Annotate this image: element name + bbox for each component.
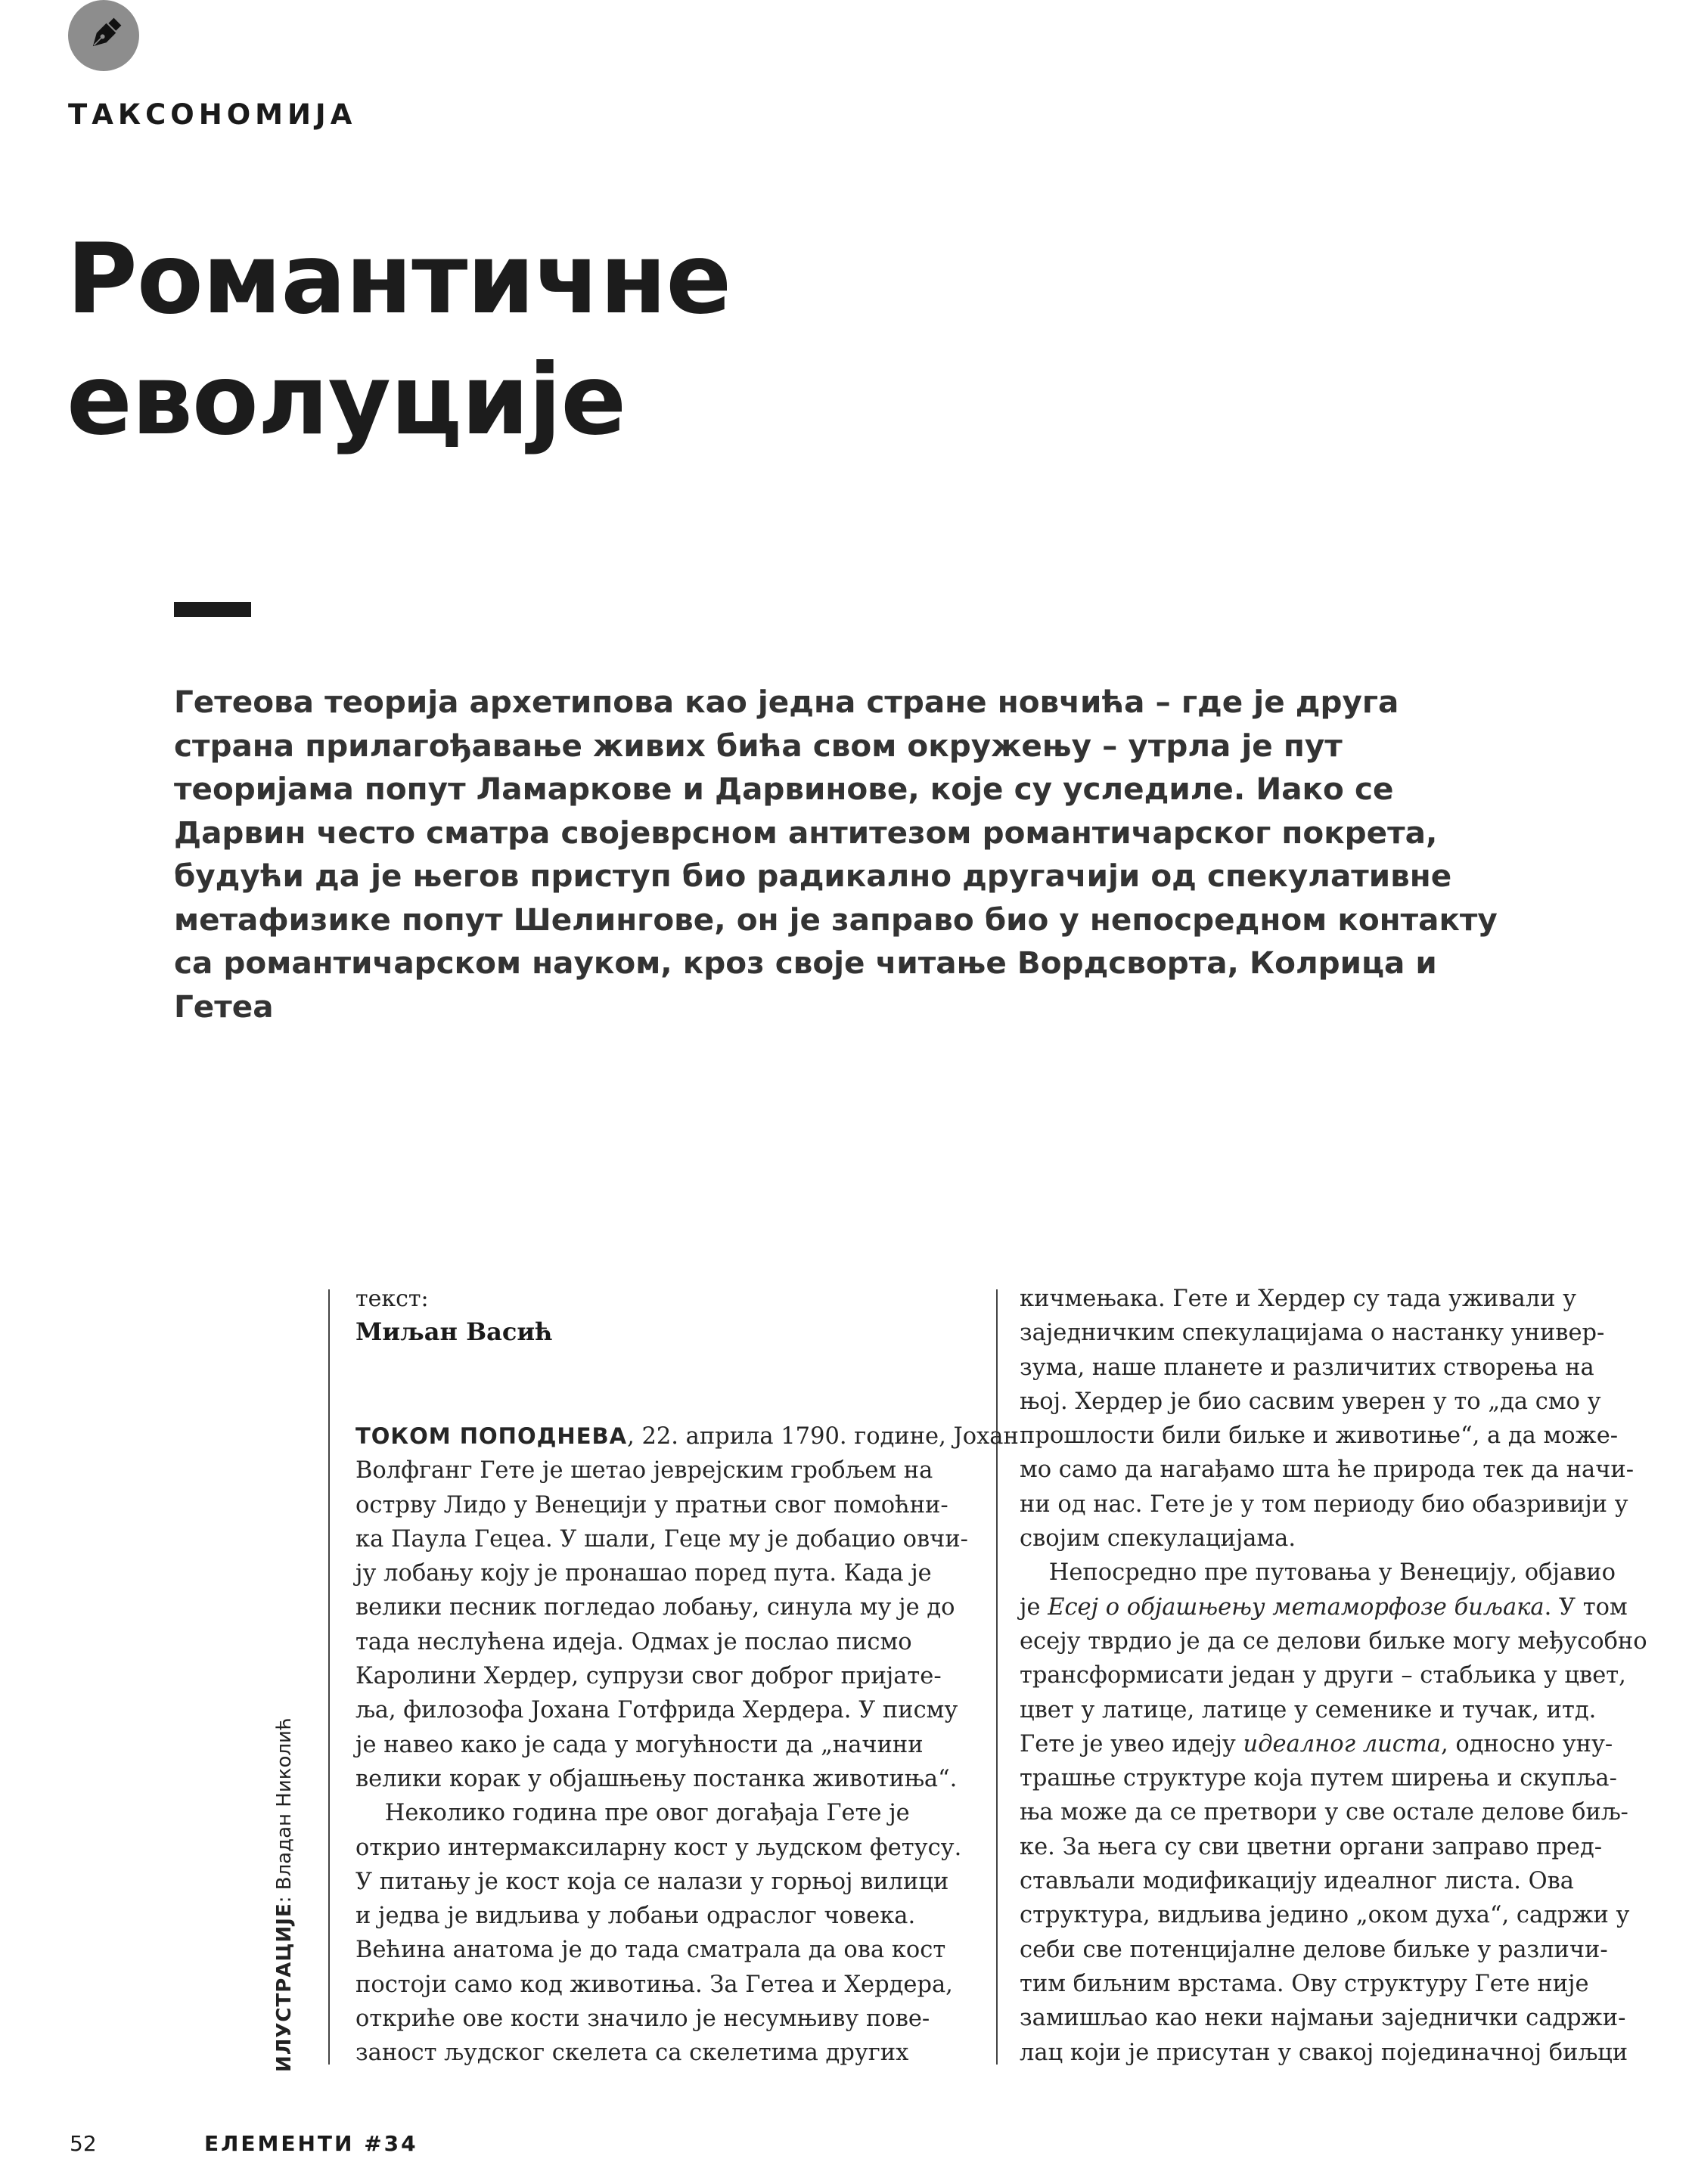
body-line [1020, 1522, 1647, 1556]
pen-nib-icon [68, 0, 139, 71]
lead-paragraph: Гетеова теорија архетипова као једна стране новчића – где је друга страна прилагођавање живих бића свом окружењу – утрла је пут теоријама попут Ламаркове и Дарвинове, које су уследиле. Иако се Дарвин често сматра својеврсном антитезом романтичарског покрета, будући да је његов приступ био радикално другачији од спекулативне метафизике попут Шелингове, он је заправо био у непосредном контакту са романтичарском науком, кроз своје читање Вордсворта, Колрица и Гетеа [174, 684, 1498, 1025]
body-line [1020, 2036, 1647, 2070]
body-line [1020, 1727, 1647, 1761]
body-text: трашње структуре која путем ширења и скупља- [1020, 1765, 1617, 1792]
body-text: открио интермаксиларну кост у људском фетусу. [355, 1834, 962, 1861]
illustration-credit-label: ИЛУСТРАЦИЈЕ [273, 1903, 296, 2072]
section-label: ТАКСОНОМИЈА [68, 98, 357, 131]
body-text: стављали модификацију идеалног листа. Ова [1020, 1868, 1574, 1895]
body-line [355, 1419, 1019, 1453]
page-number: 52 [70, 2131, 97, 2156]
body-line [1020, 1830, 1647, 1864]
body-text: својим спекулацијама. [1020, 1525, 1296, 1553]
body-text: ља, филозофа Јохана Готфрида Хердера. У писму [355, 1697, 958, 1724]
body-text: лац који је присутан у свакој појединачној биљци [1020, 2039, 1628, 2066]
body-text: трансформисати један у други – стабљика у цвет, [1020, 1662, 1626, 1689]
magazine-issue: ЕЛЕМЕНТИ #34 [204, 2131, 418, 2156]
body-line [1020, 1385, 1647, 1419]
body-line [1020, 1658, 1647, 1692]
body-line [355, 1831, 1019, 1865]
body-line [1020, 1898, 1647, 1932]
body-column-1 [355, 1419, 1019, 2071]
lead-dash [174, 602, 251, 617]
body-line [355, 2036, 1019, 2070]
body-line [355, 1968, 1019, 2002]
italic-title: идеалног листа [1243, 1730, 1441, 1757]
body-line [355, 1728, 1019, 1762]
body-text: ју лобању коју је пронашао поред пута. Када је [355, 1560, 932, 1587]
body-text: постоји само код животиња. За Гетеа и Хердера, [355, 1971, 953, 1998]
body-text: заност људског скелета са скелетима других [355, 2040, 909, 2067]
body-line [1020, 1488, 1647, 1522]
body-line [1020, 2001, 1647, 2035]
body-text: велики песник погледао лобању, синула му је до [355, 1594, 955, 1621]
body-line [355, 1865, 1019, 1899]
body-text: тим биљним врстама. Ову структуру Гете није [1020, 1970, 1589, 1997]
body-line [355, 2002, 1019, 2036]
body-text: ке. За њега су сви цветни органи заправо пред- [1020, 1833, 1603, 1860]
body-line [1020, 1282, 1647, 1316]
body-text: цвет у латице, латице у семенике и тучак, итд. [1020, 1696, 1597, 1723]
body-line [355, 1659, 1019, 1693]
body-text: ни од нас. Гете је у том периоду био обазривији у [1020, 1491, 1628, 1518]
body-text: структура, видљива једино „оком духа“, садржи у [1020, 1902, 1630, 1929]
body-text: острву Лидо у Венецији у пратњи свог помоћни- [355, 1491, 948, 1519]
body-line [355, 1693, 1019, 1727]
body-text: велики корак у објашњењу постанка животиња“. [355, 1765, 958, 1792]
body-line [1020, 1590, 1647, 1624]
body-text: Неколико година пре овог догађаја Гете је [355, 1800, 910, 1827]
body-text: је [1020, 1593, 1048, 1621]
body-text: есеју тврдио је да се делови биљке могу међусобно [1020, 1627, 1647, 1655]
body-line [355, 1899, 1019, 1933]
body-text: прошлости били биљке и животиње“, а да може- [1020, 1422, 1619, 1450]
body-text: кичмењака. Гете и Хердер су тада уживали у [1020, 1286, 1577, 1312]
body-text: њој. Хердер је био сасвим уверен у то „да смо у [1020, 1388, 1601, 1415]
article-title [67, 219, 1125, 461]
body-line [355, 1556, 1019, 1590]
body-line [1020, 1693, 1647, 1727]
author-name: Миљан Васић [355, 1317, 553, 1346]
body-line [355, 1796, 1019, 1830]
body-text: , 22. априла 1790. године, Јохан [627, 1423, 1019, 1450]
body-text: је навео како је сада у могућности да „начини [355, 1731, 924, 1758]
body-text: себи све потенцијалне делове биљке у различи- [1020, 1936, 1608, 1963]
illustrator-name: Владан Николић [273, 1717, 296, 1891]
illustration-credit-separator: : [273, 1890, 296, 1903]
body-text: Гете је увео идеју [1020, 1730, 1243, 1757]
body-line [1020, 1624, 1647, 1658]
body-text: заједничким спекулацијама о настанку универ- [1020, 1320, 1605, 1347]
body-text: мо само да нагађамо шта ће природа тек да начи- [1020, 1457, 1635, 1484]
italic-title: Есеј о објашњењу метаморфозе биљака [1048, 1593, 1545, 1621]
body-text: Непосредно пре путовања у Венецију, објавио [1020, 1559, 1616, 1587]
illustration-credit [268, 1694, 301, 2072]
body-text: ка Паула Гецеа. У шали, Геце му је добацио овчи- [355, 1525, 968, 1553]
body-line [1020, 1967, 1647, 2001]
body-line [355, 1933, 1019, 1967]
body-line [355, 1590, 1019, 1624]
body-line [355, 1625, 1019, 1659]
body-line [355, 1488, 1019, 1522]
title-line-2: еволуције [67, 344, 626, 457]
body-text: Већина анатома је до тада сматрала да ова кост [355, 1937, 946, 1964]
title-line-1: Романтичне [67, 223, 731, 336]
body-line [1020, 1933, 1647, 1967]
body-text: тада неслућена идеја. Одмах је послао писмо [355, 1628, 912, 1655]
body-text: У питању је кост која се налази у горњој вилици [355, 1868, 949, 1895]
body-text: и једва је видљива у лобањи одраслог човека. [355, 1903, 916, 1930]
body-text: , односно уну- [1441, 1730, 1613, 1757]
body-text: зума, наше планете и различитих створења на [1020, 1354, 1594, 1381]
body-text: Волфганг Гете је шетао јеврејским гробљем на [355, 1457, 933, 1484]
body-line [355, 1762, 1019, 1796]
body-line [1020, 1351, 1647, 1385]
run-in-heading: ТОКОМ ПОПОДНЕВА [355, 1423, 628, 1449]
body-line [1020, 1316, 1647, 1350]
body-line [1020, 1453, 1647, 1487]
body-text: откриће ове кости значило је несумњиву пове- [355, 2006, 930, 2033]
body-text: замишљао као неки најмањи заједнички садржи- [1020, 2005, 1626, 2032]
body-text: . У том [1544, 1593, 1628, 1621]
body-line [1020, 1419, 1647, 1453]
body-line [1020, 1761, 1647, 1795]
body-line [1020, 1864, 1647, 1898]
body-column-2 [1020, 1282, 1647, 2070]
body-line [1020, 1556, 1647, 1590]
body-line [1020, 1795, 1647, 1829]
body-text: Каролини Хердер, супрузи свог доброг пријате- [355, 1663, 942, 1690]
column-rule-left [328, 1289, 330, 2065]
body-line [355, 1522, 1019, 1556]
body-line [355, 1453, 1019, 1488]
body-text: ња може да се претвори у све остале делове биљ- [1020, 1799, 1628, 1826]
byline-label: текст: [355, 1286, 429, 1312]
